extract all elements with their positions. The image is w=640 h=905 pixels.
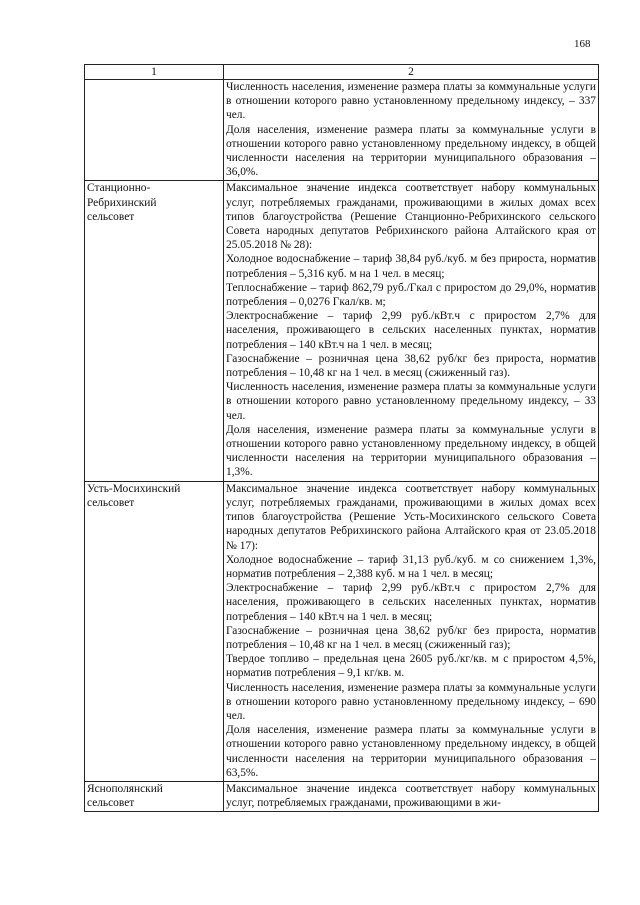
description-cell xyxy=(224,481,599,781)
column-header-2: 2 xyxy=(224,65,599,80)
document-table xyxy=(84,64,599,812)
municipality-name-cell xyxy=(85,181,224,481)
description-paragraph: Доля населения, изменение размера платы за коммунальные услуги в отношении которого равно установленному предельному индексу, в общей численности населения на территории муниципального образования – 1,3%. xyxy=(226,423,596,479)
description-paragraph: Максимальное значение индекса соответствует набору коммунальных услуг, потребляемых гражданами, проживающими в жилых домах всех типов благоустройства (Решение Станционно-Ребрихинского сельского Совета народных депутатов Ребрихинского района Алтайского края от 25.05.2018 № 28): xyxy=(226,182,596,252)
table-row xyxy=(85,481,599,781)
municipality-name-line: сельсовет xyxy=(87,496,135,509)
description-paragraph: Газоснабжение – розничная цена 38,62 руб/кг без прироста, норматив потребления – 10,48 кг на 1 чел. в месяц (сжиженный газ); xyxy=(226,624,596,651)
description-cell xyxy=(224,181,599,481)
page-number: 168 xyxy=(574,38,591,50)
municipality-name-line: Станционно- xyxy=(87,182,151,195)
table-row xyxy=(85,781,599,811)
municipality-name-line: сельсовет xyxy=(87,797,135,810)
description-paragraph: Численность населения, изменение размера платы за коммунальные услуги в отношении которого равно установленному предельному индексу, – 690 чел. xyxy=(226,681,596,722)
description-paragraph: Максимальное значение индекса соответствует набору коммунальных услуг, потребляемых гражданами, проживающими в жи- xyxy=(226,782,596,810)
municipality-name-cell xyxy=(85,80,224,181)
municipality-name-line: Ребрихинский xyxy=(87,196,157,209)
municipality-name-cell xyxy=(85,781,224,811)
table-row xyxy=(85,80,599,181)
description-cell xyxy=(224,781,599,811)
description-paragraph: Твердое топливо – предельная цена 2605 руб./кг/кв. м с приростом 4,5%, норматив потребления – 9,1 кг/кв. м. xyxy=(226,653,596,680)
description-paragraph: Газоснабжение – розничная цена 38,62 руб/кг без прироста, норматив потребления – 10,48 кг на 1 чел. в месяц (сжиженный газ). xyxy=(226,352,596,380)
description-paragraph: Холодное водоснабжение – тариф 31,13 руб./куб. м со снижением 1,3%, норматив потребления – 2,388 куб. м на 1 чел. в месяц; xyxy=(226,553,596,580)
description-paragraph: Численность населения, изменение размера платы за коммунальные услуги в отношении которого равно установленному предельному индексу, – 33 чел. xyxy=(226,381,596,422)
description-paragraph: Электроснабжение – тариф 2,99 руб./кВт.ч с приростом 2,7% для населения, проживающего в сельских населенных пунктах, норматив потребления – 140 кВт.ч на 1 чел. в месяц; xyxy=(226,582,596,623)
description-paragraph: Доля населения, изменение размера платы за коммунальные услуги в отношении которого равно установленному предельному индексу, в общей численности населения на территории муниципального образования – 63,5%. xyxy=(226,724,596,779)
description-paragraph: Холодное водоснабжение – тариф 38,84 руб./куб. м без прироста, норматив потребления – 5,316 куб. м на 1 чел. в месяц; xyxy=(226,253,596,280)
description-paragraph: Электроснабжение – тариф 2,99 руб./кВт.ч с приростом 2,7% для населения, проживающего в сельских населенных пунктах, норматив потребления – 140 кВт.ч на 1 чел. в месяц; xyxy=(226,310,596,351)
description-paragraph: Доля населения, изменение размера платы за коммунальные услуги в отношении которого равно установленному предельному индексу, в общей численности населения на территории муниципального образования – 36,0%. xyxy=(226,123,596,179)
municipality-name-line: Яснополянский xyxy=(87,782,163,795)
description-paragraph: Максимальное значение индекса соответствует набору коммунальных услуг, потребляемых гражданами, проживающими в жилых домах всех типов благоустройства (Решение Усть-Мосихинского сельского Совета народных депутатов Ребрихинского района Алтайского края от 23.05.2018 № 17): xyxy=(226,482,596,552)
municipality-name-line: сельсовет xyxy=(87,210,135,223)
municipality-name-cell xyxy=(85,481,224,781)
municipality-name-line: Усть-Мосихинский xyxy=(87,482,181,495)
description-paragraph: Численность населения, изменение размера платы за коммунальные услуги в отношении которого равно установленному предельному индексу, – 337 чел. xyxy=(226,81,596,122)
table-header-row xyxy=(85,65,599,80)
description-cell xyxy=(224,80,599,181)
column-header-1: 1 xyxy=(85,65,224,80)
table-row xyxy=(85,181,599,481)
description-paragraph: Теплоснабжение – тариф 862,79 руб./Гкал с приростом до 29,0%, норматив потребления – 0,0276 Гкал/кв. м; xyxy=(226,281,596,309)
